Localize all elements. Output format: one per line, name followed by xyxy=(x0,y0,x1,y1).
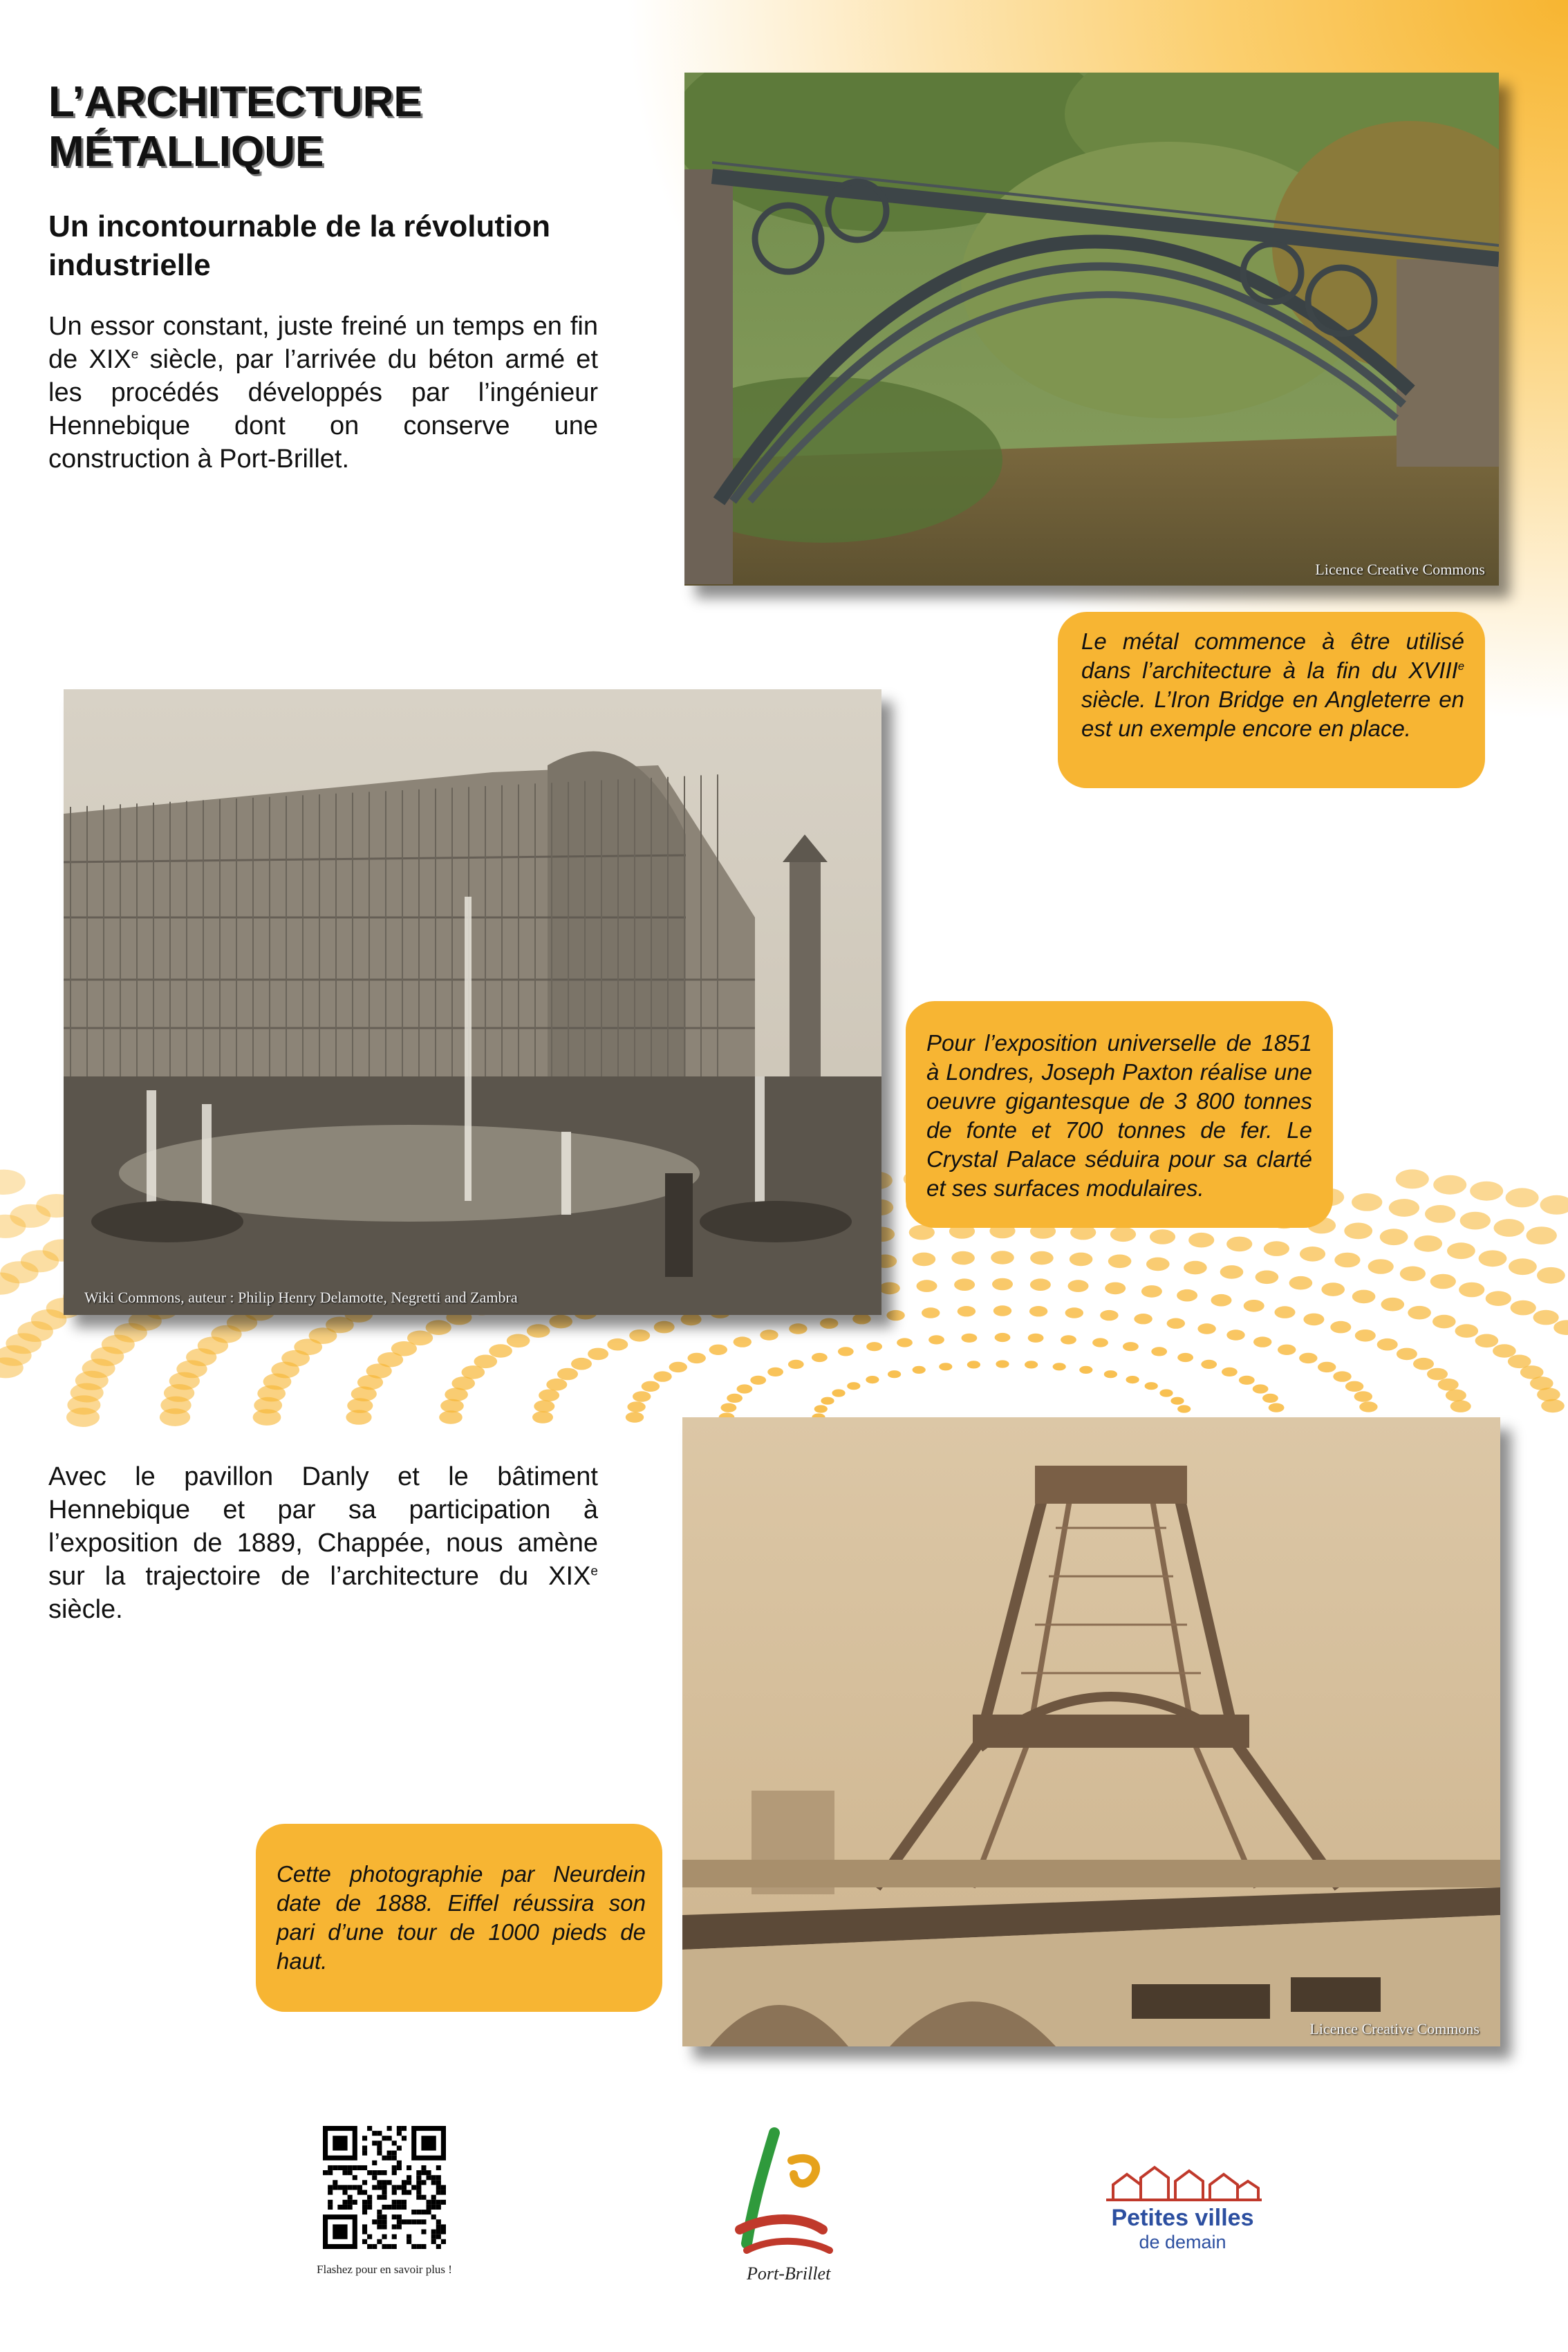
decor-dot xyxy=(1105,1282,1126,1295)
decor-dot xyxy=(737,1384,753,1393)
decor-dot xyxy=(1151,1347,1167,1356)
decor-dot xyxy=(767,1368,783,1376)
decor-dot xyxy=(993,1305,1011,1316)
decor-dot xyxy=(1368,1259,1394,1274)
decor-dot xyxy=(1475,1334,1499,1348)
decor-dot xyxy=(1239,1376,1255,1385)
decor-dot xyxy=(1028,1334,1044,1343)
decor-dot xyxy=(1278,1345,1296,1355)
decor-dot xyxy=(1511,1300,1536,1316)
decor-dot xyxy=(489,1344,512,1358)
decor-dot xyxy=(1408,1306,1431,1320)
decor-dot xyxy=(532,1411,553,1424)
decor-dot xyxy=(1167,1318,1185,1329)
decor-dot xyxy=(1226,1237,1252,1252)
callout-iron-bridge xyxy=(1058,612,1485,788)
decor-dot xyxy=(888,1370,901,1378)
decor-dot xyxy=(838,1347,854,1356)
decor-dot xyxy=(633,1391,651,1401)
decor-dot xyxy=(1108,1255,1132,1269)
decor-dot xyxy=(1123,1342,1139,1351)
decor-dot xyxy=(1264,1241,1289,1256)
decor-dot xyxy=(1159,1389,1173,1397)
decor-dot xyxy=(913,1253,936,1267)
decor-dot xyxy=(1262,1394,1278,1403)
decor-dot xyxy=(922,1307,940,1318)
decor-dot xyxy=(1430,1274,1456,1289)
callout-iron-bridge-text-b: siècle. L’Iron Bridge en Angleterre en est un exemple encore en place. xyxy=(1081,687,1464,741)
decor-dot xyxy=(991,1251,1014,1264)
decor-dot xyxy=(1030,1278,1051,1291)
decor-dot xyxy=(1425,1205,1455,1223)
decor-dot xyxy=(1222,1368,1238,1376)
decor-dot xyxy=(1145,1382,1158,1390)
decor-dot xyxy=(866,1342,882,1351)
decor-dot xyxy=(967,1361,980,1368)
decor-dot xyxy=(962,1334,978,1343)
port-brillet-logo-text: Port-Brillet xyxy=(747,2264,831,2284)
title-line-1: L’ARCHITECTURE xyxy=(48,78,422,126)
decor-dot xyxy=(1344,1223,1372,1240)
decor-dot xyxy=(1537,1267,1565,1284)
decor-dot xyxy=(1104,1370,1117,1378)
decor-dot xyxy=(1110,1227,1136,1242)
decor-dot xyxy=(1150,1229,1175,1244)
decor-dot xyxy=(571,1358,592,1370)
eiffel-credit: Licence Creative Commons xyxy=(1309,2020,1480,2037)
decor-dot xyxy=(654,1321,675,1334)
decor-dot xyxy=(507,1334,530,1348)
decor-dot xyxy=(897,1338,913,1347)
chappee-sup: e xyxy=(590,1564,598,1579)
decor-dot xyxy=(1470,1182,1503,1201)
decor-dot xyxy=(1092,1338,1108,1347)
decor-dot xyxy=(1244,1300,1264,1312)
decor-dot xyxy=(642,1381,660,1392)
decor-dot xyxy=(727,1394,743,1403)
decor-dot xyxy=(1352,1193,1382,1211)
decor-dot xyxy=(1333,1371,1351,1381)
decor-dot xyxy=(1479,1250,1507,1267)
decor-dot xyxy=(1299,1353,1317,1363)
decor-dot xyxy=(1300,1247,1325,1262)
qr-code[interactable] xyxy=(323,2126,446,2249)
decor-dot xyxy=(669,1362,687,1372)
decor-dot xyxy=(1170,1397,1184,1405)
decor-dot xyxy=(820,1318,838,1329)
intro-text-a: Un essor constant, juste freiné un temps en fin de XIX xyxy=(48,312,598,374)
crystal-palace-credit: Wiki Commons, auteur : Philip Henry Delamotte, Negretti and Zambra xyxy=(84,1289,518,1306)
decor-dot xyxy=(1450,1400,1471,1412)
decor-dot xyxy=(1070,1253,1093,1267)
decor-dot xyxy=(681,1314,702,1326)
decor-dot xyxy=(721,1403,737,1412)
decor-dot xyxy=(1289,1276,1313,1290)
decor-dot xyxy=(995,1333,1011,1342)
decor-dot xyxy=(788,1360,804,1369)
decor-dot xyxy=(1253,1336,1271,1347)
decor-dot xyxy=(1253,1384,1269,1393)
page-title xyxy=(48,77,601,177)
decor-dot xyxy=(812,1353,828,1362)
decor-dot xyxy=(1527,1226,1557,1244)
decor-dot xyxy=(1334,1253,1360,1268)
decor-dot xyxy=(1354,1391,1372,1401)
decor-dot xyxy=(760,1329,778,1340)
iron-bridge-photo xyxy=(684,73,1499,586)
decor-dot xyxy=(407,1331,433,1346)
decor-dot xyxy=(821,1397,834,1405)
decor-dot xyxy=(1321,1282,1345,1296)
callout-crystal-palace: Pour l’exposition universelle de 1851 à Londres, Joseph Paxton réalise une oeuvre gigantesque de 3 800 tonnes de fonte et 700 tonnes de fer. Le Crystal Palace séduira pour sa clarté et ses surfaces modulaires. xyxy=(906,1001,1333,1228)
decor-dot xyxy=(996,1360,1009,1368)
decor-dot xyxy=(750,1376,766,1385)
decor-dot xyxy=(1438,1379,1459,1391)
decor-dot xyxy=(847,1382,860,1390)
decor-dot xyxy=(958,1306,976,1316)
decor-dot xyxy=(1275,1306,1296,1318)
decor-dot xyxy=(626,1412,644,1422)
decor-dot xyxy=(789,1323,807,1334)
decor-dot xyxy=(1141,1285,1162,1298)
decor-dot xyxy=(1188,1233,1214,1248)
decor-dot xyxy=(1400,1267,1426,1282)
pvd-logo-subtitle: de demain xyxy=(1139,2232,1226,2252)
decor-dot xyxy=(1380,1229,1408,1245)
decor-dot xyxy=(1177,1289,1197,1302)
decor-dot xyxy=(1201,1360,1217,1369)
decor-dot xyxy=(607,1338,628,1351)
decor-dot xyxy=(534,1400,554,1412)
chappee-paragraph xyxy=(48,1460,598,1626)
decor-dot xyxy=(629,1329,650,1342)
decor-dot xyxy=(440,1399,464,1413)
decor-dot xyxy=(1459,1282,1484,1298)
decor-dot xyxy=(1146,1258,1170,1271)
intro-sup: e xyxy=(131,347,139,362)
title-line-2: MÉTALLIQUE xyxy=(48,128,324,176)
decor-dot xyxy=(1177,1353,1193,1362)
decor-dot xyxy=(1029,1306,1047,1316)
decor-dot xyxy=(426,1320,451,1335)
decor-dot xyxy=(1397,1348,1417,1361)
decor-dot xyxy=(1359,1401,1377,1412)
decor-dot xyxy=(709,1345,727,1355)
chappee-text-a: Avec le pavillon Danly et le bâtiment Hennebique et par sa participation à l’exposition de 1889, Chappée, nous amène sur la trajectoire de l’architecture du XIX xyxy=(48,1462,598,1591)
decor-dot xyxy=(1318,1362,1336,1372)
decor-dot xyxy=(1486,1291,1511,1306)
decor-dot xyxy=(917,1280,937,1292)
decor-dot xyxy=(879,1282,900,1295)
decor-dot xyxy=(1256,1271,1279,1285)
decor-dot xyxy=(852,1314,870,1324)
decor-dot xyxy=(1197,1323,1215,1334)
decor-dot xyxy=(1269,1403,1285,1412)
decor-dot xyxy=(1177,1405,1191,1412)
decor-dot xyxy=(1396,1169,1429,1188)
intro-text-b: siècle, par l’arrivée du béton armé et les procédés développés par l’ingénieur Hennebique dont on conserve une construction à Port-Brillet. xyxy=(48,345,598,474)
decor-dot xyxy=(1381,1298,1405,1312)
decor-dot xyxy=(1377,1338,1398,1351)
decor-dot xyxy=(1184,1261,1207,1275)
decor-dot xyxy=(1100,1310,1118,1320)
chappee-text-b: siècle. xyxy=(48,1595,123,1624)
callout-iron-bridge-sup: e xyxy=(1457,660,1464,673)
decor-dot xyxy=(588,1348,608,1361)
decor-dot xyxy=(1414,1235,1442,1252)
decor-dot xyxy=(866,1376,879,1383)
decor-dot xyxy=(832,1389,845,1397)
decor-dot xyxy=(1053,1363,1066,1370)
decor-dot xyxy=(814,1405,828,1412)
pvd-logo-title: Petites villes xyxy=(1111,2205,1254,2231)
decor-dot xyxy=(1079,1366,1092,1374)
decor-dot xyxy=(1540,1195,1568,1215)
decor-dot xyxy=(886,1310,904,1320)
decor-dot xyxy=(1493,1344,1516,1358)
decor-dot xyxy=(1433,1175,1466,1195)
crystal-palace-photo xyxy=(64,689,881,1315)
decor-dot xyxy=(734,1336,752,1347)
decor-dot xyxy=(557,1368,578,1381)
callout-eiffel: Cette photographie par Neurdein date de 1888. Eiffel réussira son pari d’une tour de 1000 pieds de haut. xyxy=(256,1824,662,2012)
decor-dot xyxy=(1446,1390,1466,1402)
intro-paragraph xyxy=(48,310,598,476)
decor-dot xyxy=(546,1379,567,1391)
decor-dot xyxy=(1509,1258,1537,1275)
decor-dot xyxy=(1345,1381,1363,1392)
decor-dot xyxy=(1355,1329,1376,1342)
decor-dot xyxy=(1220,1265,1244,1279)
decor-dot xyxy=(1541,1399,1565,1413)
decor-dot xyxy=(688,1353,706,1363)
decor-dot xyxy=(0,1170,26,1195)
decor-dot xyxy=(954,1278,975,1291)
decor-dot xyxy=(1134,1314,1152,1324)
decor-dot xyxy=(1061,1335,1076,1344)
decor-dot xyxy=(1413,1358,1434,1370)
decor-dot xyxy=(928,1335,944,1344)
decor-dot xyxy=(939,1363,952,1370)
decor-dot xyxy=(1460,1212,1491,1230)
decor-dot xyxy=(653,1371,671,1381)
decor-dot xyxy=(1506,1188,1539,1207)
decor-dot xyxy=(1553,1320,1568,1335)
decor-dot xyxy=(992,1278,1013,1291)
iron-bridge-credit: Licence Creative Commons xyxy=(1315,561,1485,578)
decor-dot xyxy=(527,1324,550,1338)
port-brillet-logo xyxy=(726,2126,843,2288)
decor-dot xyxy=(1303,1314,1324,1326)
decor-dot xyxy=(1068,1280,1089,1292)
decor-dot xyxy=(1126,1376,1139,1383)
decor-dot xyxy=(1447,1242,1475,1259)
eiffel-tower-photo xyxy=(682,1417,1500,2046)
decor-dot xyxy=(1065,1307,1083,1318)
decor-dot xyxy=(951,1251,975,1265)
decor-dot xyxy=(913,1366,926,1374)
qr-caption: Flashez pour en savoir plus ! xyxy=(317,2263,452,2276)
decor-dot xyxy=(1533,1310,1559,1325)
decor-dot xyxy=(474,1355,498,1369)
decor-dot xyxy=(1432,1315,1456,1329)
decor-dot xyxy=(627,1401,645,1412)
decor-dot xyxy=(1330,1321,1351,1334)
decor-dot xyxy=(1389,1199,1419,1217)
decor-dot xyxy=(549,1315,572,1329)
callout-iron-bridge-text-a: Le métal commence à être utilisé dans l’architecture à la fin du XVIII xyxy=(1081,628,1464,683)
decor-dot xyxy=(1030,1251,1054,1265)
decor-dot xyxy=(1537,1388,1560,1401)
decor-dot xyxy=(1427,1368,1448,1381)
decor-dot xyxy=(1455,1324,1479,1338)
decor-dot xyxy=(1211,1294,1232,1307)
decor-dot xyxy=(1226,1329,1244,1340)
page-subtitle: Un incontournable de la révolution industrielle xyxy=(48,209,551,282)
decor-dot xyxy=(1352,1290,1376,1304)
decor-dot xyxy=(1025,1361,1038,1368)
decor-dot xyxy=(539,1390,559,1402)
decor-dot xyxy=(1494,1219,1524,1237)
